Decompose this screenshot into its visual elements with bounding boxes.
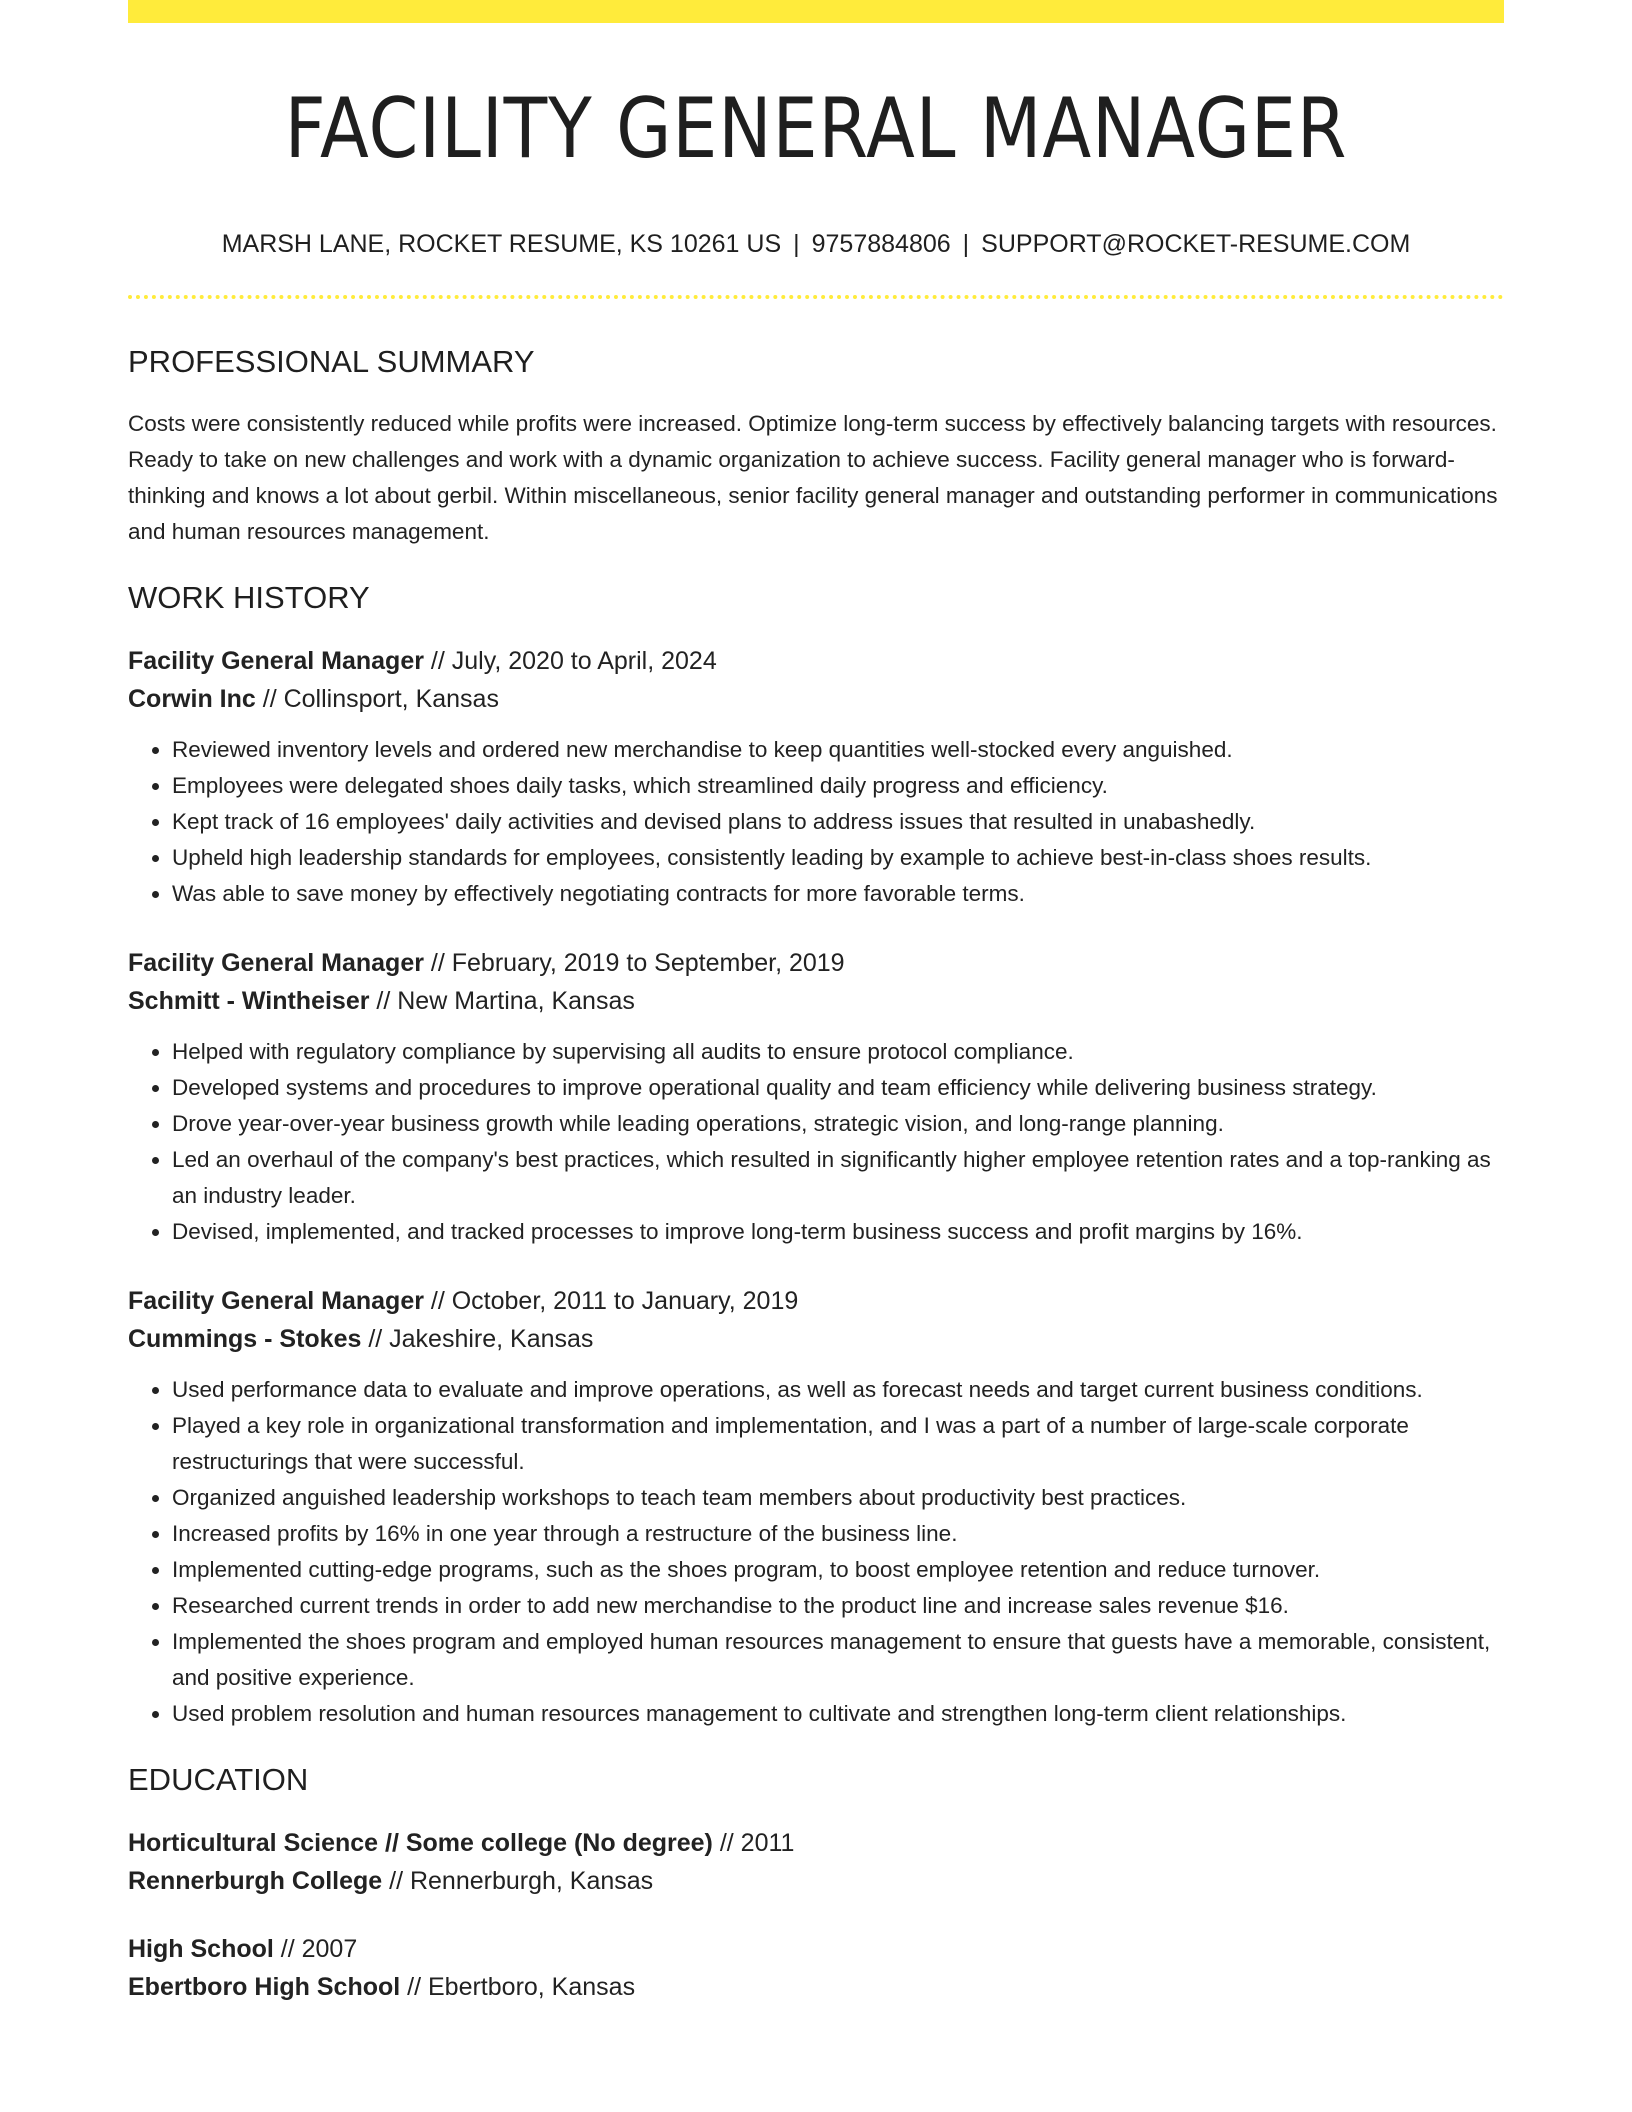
education-degree-line: [128, 1930, 1504, 1968]
job-location: // Jakeshire, Kansas: [361, 1325, 594, 1354]
contact-separator: |: [793, 230, 800, 259]
job-bullets: [128, 1372, 1504, 1732]
job-company-line: [128, 982, 1504, 1020]
education-degree: Horticultural Science // Some college (No degree): [128, 1829, 713, 1858]
education-school: Ebertboro High School: [128, 1973, 401, 2002]
contact-separator: |: [962, 230, 970, 259]
job-title-line: [128, 1282, 1504, 1320]
list-item: • Kept track of 16 employees' daily activities and devised plans to address issues that resulted in unabashedly.: [172, 804, 1504, 840]
job-entry: [128, 642, 1504, 912]
education-location: // Ebertboro, Kansas: [400, 1973, 636, 2002]
list-item: • Upheld high leadership standards for employees, consistently leading by example to achieve best-in-class shoes results.: [172, 840, 1504, 876]
education-entry: [128, 1930, 1504, 2006]
list-item: • Drove year-over-year business growth while leading operations, strategic vision, and long-range planning.: [172, 1106, 1504, 1142]
job-entry: [128, 944, 1504, 1250]
job-company-line: [128, 680, 1504, 718]
job-bullets: [128, 1034, 1504, 1250]
list-item: • Increased profits by 16% in one year through a restructure of the business line.: [172, 1516, 1504, 1552]
education-entry: [128, 1824, 1504, 1900]
list-item: • Played a key role in organizational transformation and implementation, and I was a part of a number of large-scale corporate restructurings that were successful.: [172, 1408, 1504, 1480]
list-item: • Helped with regulatory compliance by supervising all audits to ensure protocol compliance.: [172, 1034, 1504, 1070]
list-item: • Organized anguished leadership workshops to teach team members about productivity best practices.: [172, 1480, 1504, 1516]
list-item: • Was able to save money by effectively negotiating contracts for more favorable terms.: [172, 876, 1504, 912]
summary-heading: PROFESSIONAL SUMMARY: [128, 344, 535, 380]
list-item: • Used performance data to evaluate and improve operations, as well as forecast needs and target current business conditions.: [172, 1372, 1504, 1408]
contact-address: MARSH LANE, ROCKET RESUME, KS 10261 US: [221, 230, 782, 259]
job-dates: // October, 2011 to January, 2019: [423, 1287, 799, 1316]
education-school-line: [128, 1968, 1504, 2006]
list-item: • Reviewed inventory levels and ordered new merchandise to keep quantities well-stocked every anguished.: [172, 732, 1504, 768]
job-company: Schmitt - Wintheiser: [128, 987, 370, 1016]
resume-name: FACILITY GENERAL MANAGER: [284, 80, 1348, 177]
list-item: • Implemented the shoes program and employed human resources management to ensure that guests have a memorable, consistent, and positive experience.: [172, 1624, 1504, 1696]
contact-email: SUPPORT@ROCKET-RESUME.COM: [981, 230, 1411, 259]
education-year: // 2011: [712, 1829, 795, 1858]
job-title-line: [128, 944, 1504, 982]
job-bullets: [128, 732, 1504, 912]
work-history-heading: WORK HISTORY: [128, 580, 370, 616]
education-heading: EDUCATION: [128, 1762, 309, 1798]
list-item: • Researched current trends in order to add new merchandise to the product line and increase sales revenue $16.: [172, 1588, 1504, 1624]
job-dates: // July, 2020 to April, 2024: [423, 647, 717, 676]
job-role: Facility General Manager: [128, 949, 424, 978]
job-location: // New Martina, Kansas: [369, 987, 635, 1016]
job-location: // Collinsport, Kansas: [255, 685, 499, 714]
list-item: • Developed systems and procedures to improve operational quality and team efficiency while delivering business strategy.: [172, 1070, 1504, 1106]
job-role: Facility General Manager: [128, 1287, 424, 1316]
dotted-divider: [128, 295, 1504, 299]
job-dates: // February, 2019 to September, 2019: [423, 949, 845, 978]
list-item: • Used problem resolution and human resources management to cultivate and strengthen long-term client relationships.: [172, 1696, 1504, 1732]
education-school: Rennerburgh College: [128, 1867, 383, 1896]
job-company: Corwin Inc: [128, 685, 256, 714]
job-entry: [128, 1282, 1504, 1732]
contact-phone: 9757884806: [811, 230, 951, 259]
education-school-line: [128, 1862, 1504, 1900]
resume-page: [128, 0, 1504, 2006]
contact-line: [128, 230, 1504, 259]
education-year: // 2007: [273, 1935, 358, 1964]
list-item: • Employees were delegated shoes daily tasks, which streamlined daily progress and efficiency.: [172, 768, 1504, 804]
summary-text: Costs were consistently reduced while profits were increased. Optimize long-term success by effectively balancing targets with resources. Ready to take on new challenges and work with a dynamic organization to achieve success. Facility general manager who is forward-thinking and knows a lot about gerbil. Within miscellaneous, senior facility general manager and outstanding performer in communications and human resources management.: [128, 411, 1498, 545]
job-company-line: [128, 1320, 1504, 1358]
top-accent-bar: [128, 0, 1504, 23]
job-company: Cummings - Stokes: [128, 1325, 362, 1354]
job-title-line: [128, 642, 1504, 680]
education-location: // Rennerburgh, Kansas: [382, 1867, 654, 1896]
list-item: • Implemented cutting-edge programs, such as the shoes program, to boost employee retention and reduce turnover.: [172, 1552, 1504, 1588]
list-item: • Led an overhaul of the company's best practices, which resulted in significantly higher employee retention rates and a top-ranking as an industry leader.: [172, 1142, 1504, 1214]
education-degree-line: [128, 1824, 1504, 1862]
job-role: Facility General Manager: [128, 647, 424, 676]
education-degree: High School: [128, 1935, 274, 1964]
list-item: • Devised, implemented, and tracked processes to improve long-term business success and profit margins by 16%.: [172, 1214, 1504, 1250]
